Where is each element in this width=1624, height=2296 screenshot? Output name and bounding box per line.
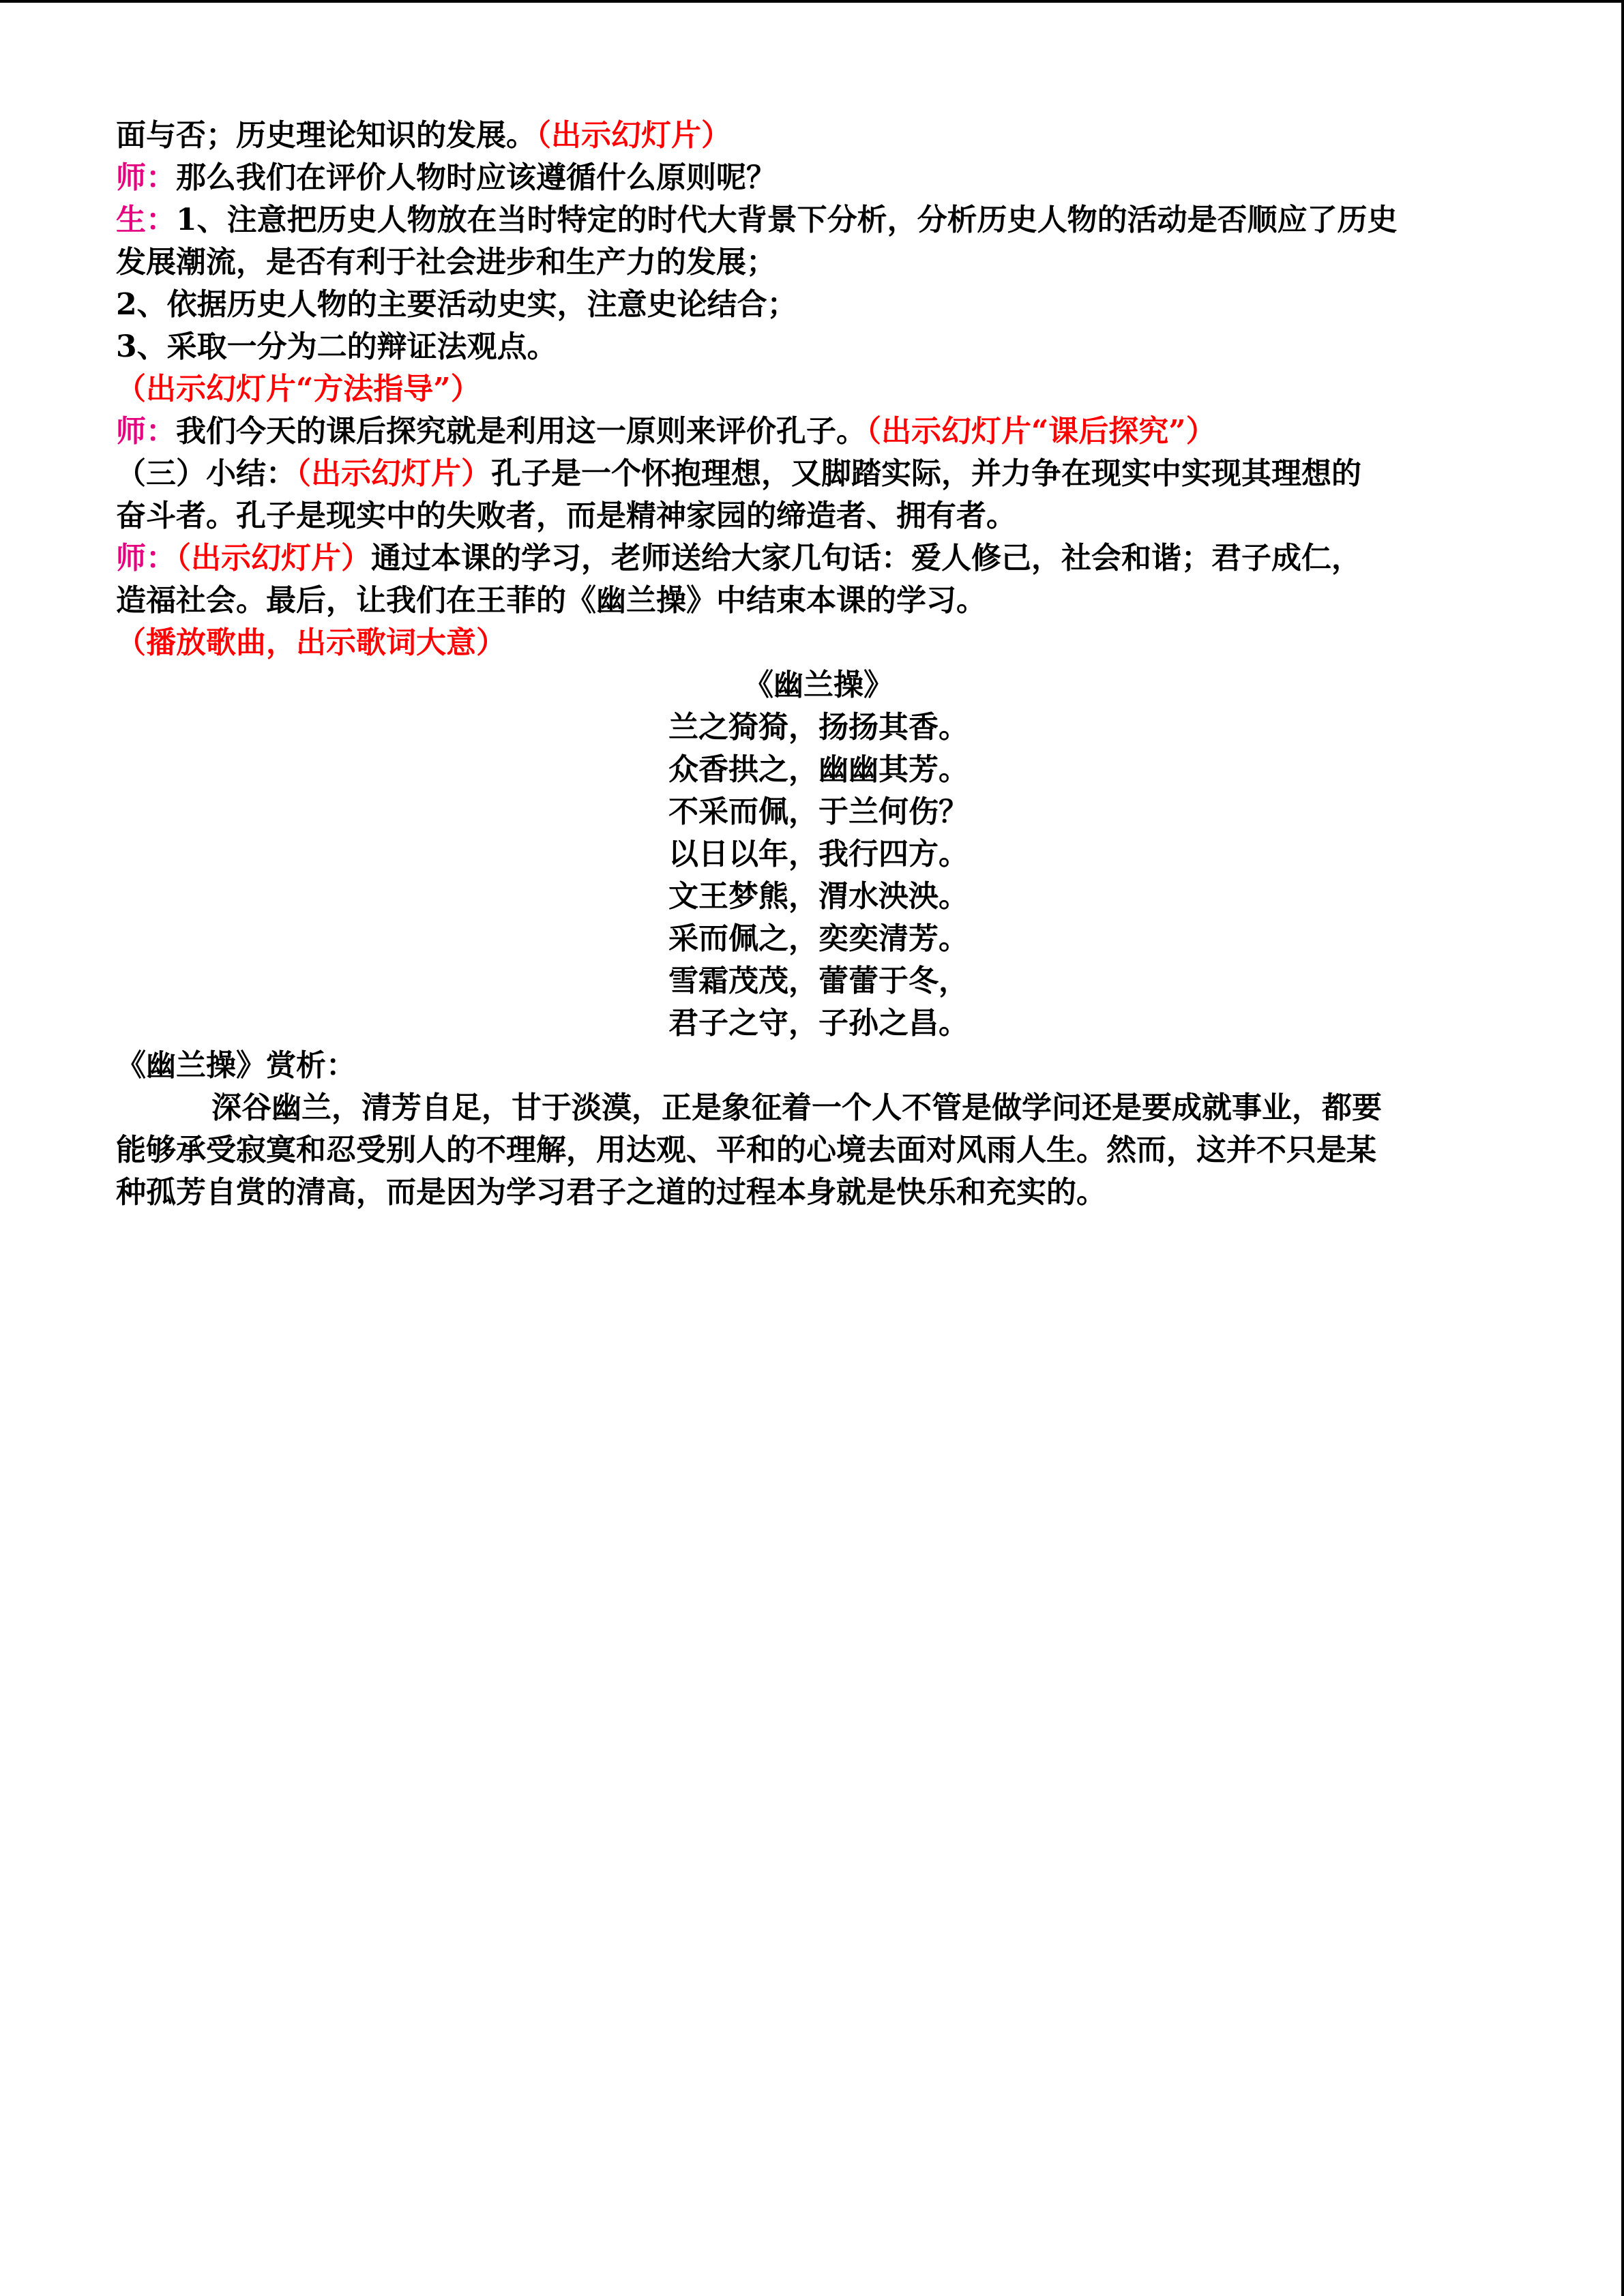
poem-line: 以日以年，我行四方。 [668,837,969,871]
page-border-right [1621,0,1624,2296]
summary-line-2: 奋斗者。孔子是现实中的失败者，而是精神家园的缔造者、拥有者。 [116,498,1016,533]
teacher-label: 师： [116,160,176,195]
poem [116,664,1521,1045]
summary-line-1 [116,453,1521,495]
poem-line: 不采而佩，于兰何伤？ [668,794,969,829]
poem-line: 文王梦熊，渭水泱泱。 [668,879,969,914]
play-song-cue: （播放歌曲，出示歌词大意） [116,625,506,660]
principle-3: 3、采取一分为二的辩证法观点。 [116,329,557,364]
appreciation-line-3: 种孤芳自赏的清高，而是因为学习君子之道的过程本身就是快乐和充实的。 [116,1175,1106,1210]
slide-cue: （出示幻灯片） [536,118,731,153]
poem-line: 采而佩之，奕奕清芳。 [668,921,969,956]
poem-title: 《幽兰操》 [743,668,894,702]
appreciation-line-2: 能够承受寂寞和忍受别人的不理解，用达观、平和的心境去面对风雨人生。然而，这并不只是某 [116,1133,1376,1167]
summary-text-1: 孔子是一个怀抱理想，又脚踏实际，并力争在现实中实现其理想的 [491,456,1361,491]
paragraph-2-text: 那么我们在评价人物时应该遵循什么原则呢？ [176,160,776,195]
slide-cue: （出示幻灯片） [296,456,491,491]
poem-line: 众香拱之，幽幽其芳。 [668,752,969,787]
slide-cue: （出示幻灯片） [176,541,371,576]
paragraph-9-text-1: 通过本课的学习，老师送给大家几句话：爱人修己，社会和谐；君子成仁， [371,541,1361,576]
paragraph-9-line-2: 造福社会。最后，让我们在王菲的《幽兰操》中结束本课的学习。 [116,583,986,618]
student-label: 生： [116,203,176,237]
paragraph-7-text: 我们今天的课后探究就是利用这一原则来评价孔子。 [176,414,866,449]
paragraph-2 [116,157,1521,199]
paragraph-3-line-1 [116,199,1521,241]
teacher-label: 师： [116,414,176,449]
paragraph-7 [116,411,1521,453]
appreciation-line-1: 深谷幽兰，清芳自足，甘于淡漠，正是象征着一个人不管是做学问还是要成就事业，都要 [211,1090,1382,1125]
paragraph-3-line-2: 发展潮流，是否有利于社会进步和生产力的发展； [116,245,776,280]
principle-2: 2、依据历史人物的主要活动史实，注意史论结合； [116,287,797,322]
summary-prefix: （三）小结： [116,456,296,491]
method-guide-cue: （出示幻灯片“方法指导”） [116,372,481,406]
paragraph-9-line-1 [116,537,1521,580]
document-body [116,115,1521,1214]
appreciation-heading: 《幽兰操》赏析： [116,1048,356,1083]
paragraph-1 [116,115,1521,157]
paragraph-1-text: 面与否；历史理论知识的发展。 [116,118,536,153]
teacher-label: 师： [116,541,176,576]
slide-cue: （出示幻灯片“课后探究”） [866,414,1216,449]
poem-line: 君子之守，子孙之昌。 [668,1006,969,1041]
poem-line: 雪霜茂茂，蕾蕾于冬， [668,964,969,998]
page-border-top [0,0,1624,3]
poem-line: 兰之猗猗，扬扬其香。 [668,710,969,745]
principle-1-text: 1、注意把历史人物放在当时特定的时代大背景下分析，分析历史人物的活动是否顺应了历史 [176,203,1398,237]
